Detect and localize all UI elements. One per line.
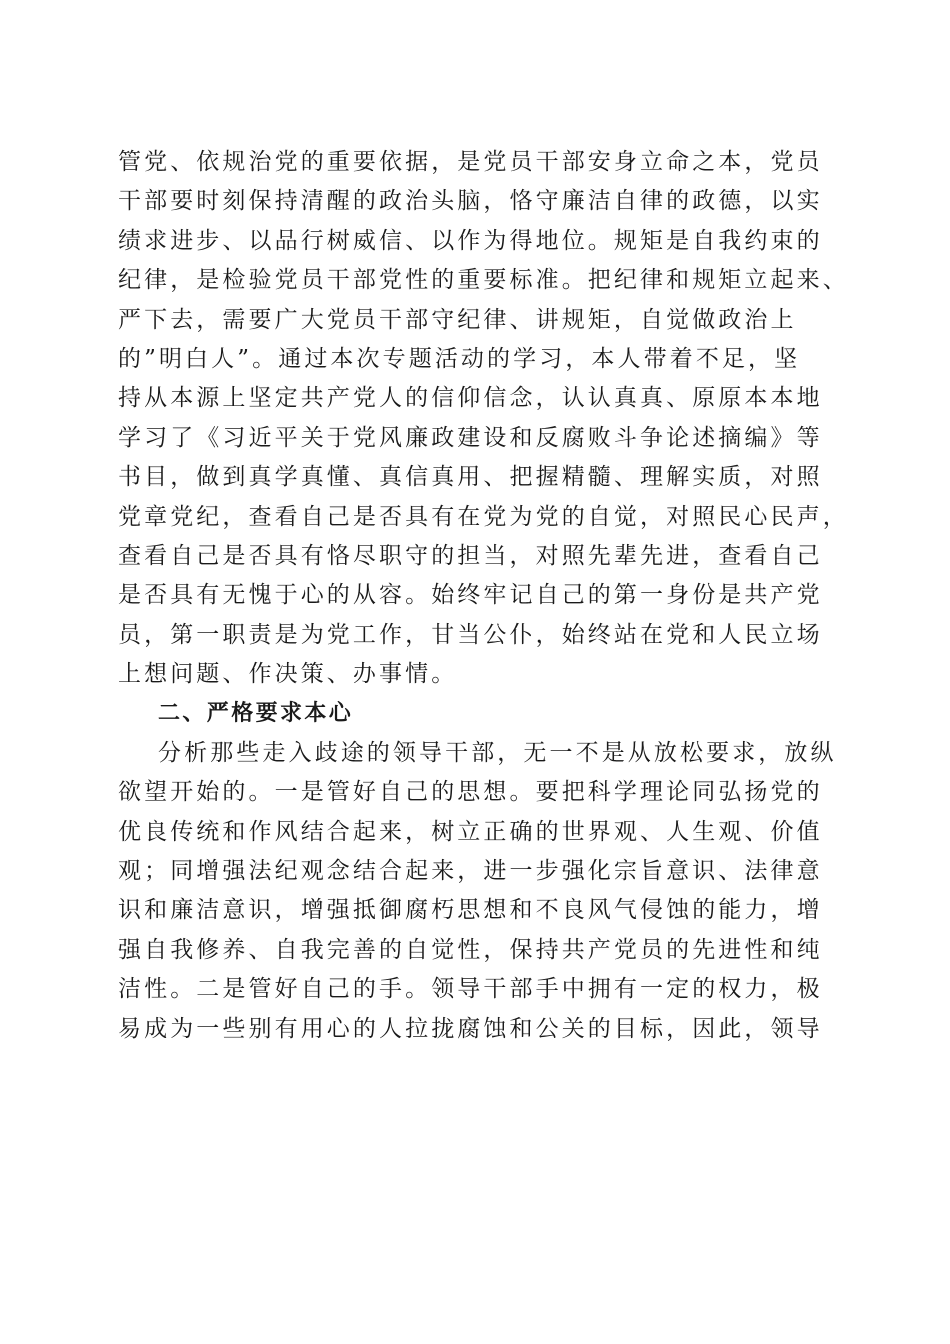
text-line: 员，第一职责是为党工作，甘当公仆，始终站在党和人民立场	[118, 621, 823, 648]
text-line: 党章党纪，查看自己是否具有在党为党的自觉，对照民心民声，	[118, 503, 849, 530]
text-line: 欲望开始的。一是管好自己的思想。要把科学理论同弘扬党的	[118, 779, 823, 806]
text-line: 是否具有无愧于心的从容。始终牢记自己的第一身份是共产党	[118, 582, 823, 609]
text-line: 学习了《习近平关于党风廉政建设和反腐败斗争论述摘编》等	[118, 424, 823, 451]
text-line: 上想问题、作决策、办事情。	[118, 661, 458, 688]
text-line: 分析那些走入歧途的领导干部，无一不是从放松要求，放纵	[158, 739, 837, 766]
text-line: 持从本源上坚定共产党人的信仰信念，认认真真、原原本本地	[118, 385, 823, 412]
text-line: 优良传统和作风结合起来，树立正确的世界观、人生观、价值	[118, 818, 823, 845]
text-line: 纪律，是检验党员干部党性的重要标准。把纪律和规矩立起来、	[118, 267, 849, 294]
text-line: 洁性。二是管好自己的手。领导干部手中拥有一定的权力，极	[118, 976, 823, 1003]
document-body	[118, 143, 849, 1049]
text-line: 查看自己是否具有恪尽职守的担当，对照先辈先进，查看自己	[118, 542, 823, 569]
paragraph-1	[118, 143, 849, 694]
text-line: 严下去，需要广大党员干部守纪律、讲规矩，自觉做政治上	[118, 306, 797, 333]
text-line: 易成为一些别有用心的人拉拢腐蚀和公关的目标，因此，领导	[118, 1015, 823, 1042]
text-line: 管党、依规治党的重要依据，是党员干部安身立命之本，党员	[118, 149, 823, 175]
text-line: 强自我修养、自我完善的自觉性，保持共产党员的先进性和纯	[118, 936, 823, 963]
text-line: 的”明白人”。通过本次专题活动的学习，本人带着不足，坚	[118, 345, 801, 372]
paragraph-2	[118, 734, 838, 1049]
text-line: 书目，做到真学真懂、真信真用、把握精髓、理解实质，对照	[118, 464, 823, 491]
text-line: 识和廉洁意识，增强抵御腐朽思想和不良风气侵蚀的能力，增	[118, 897, 823, 924]
section-heading: 二、严格要求本心	[158, 701, 354, 727]
text-line: 干部要时刻保持清醒的政治头脑，恪守廉洁自律的政德，以实	[118, 188, 823, 215]
text-line: 绩求进步、以品行树威信、以作为得地位。规矩是自我约束的	[118, 227, 823, 254]
text-line: 观；同增强法纪观念结合起来，进一步强化宗旨意识、法律意	[118, 858, 823, 885]
